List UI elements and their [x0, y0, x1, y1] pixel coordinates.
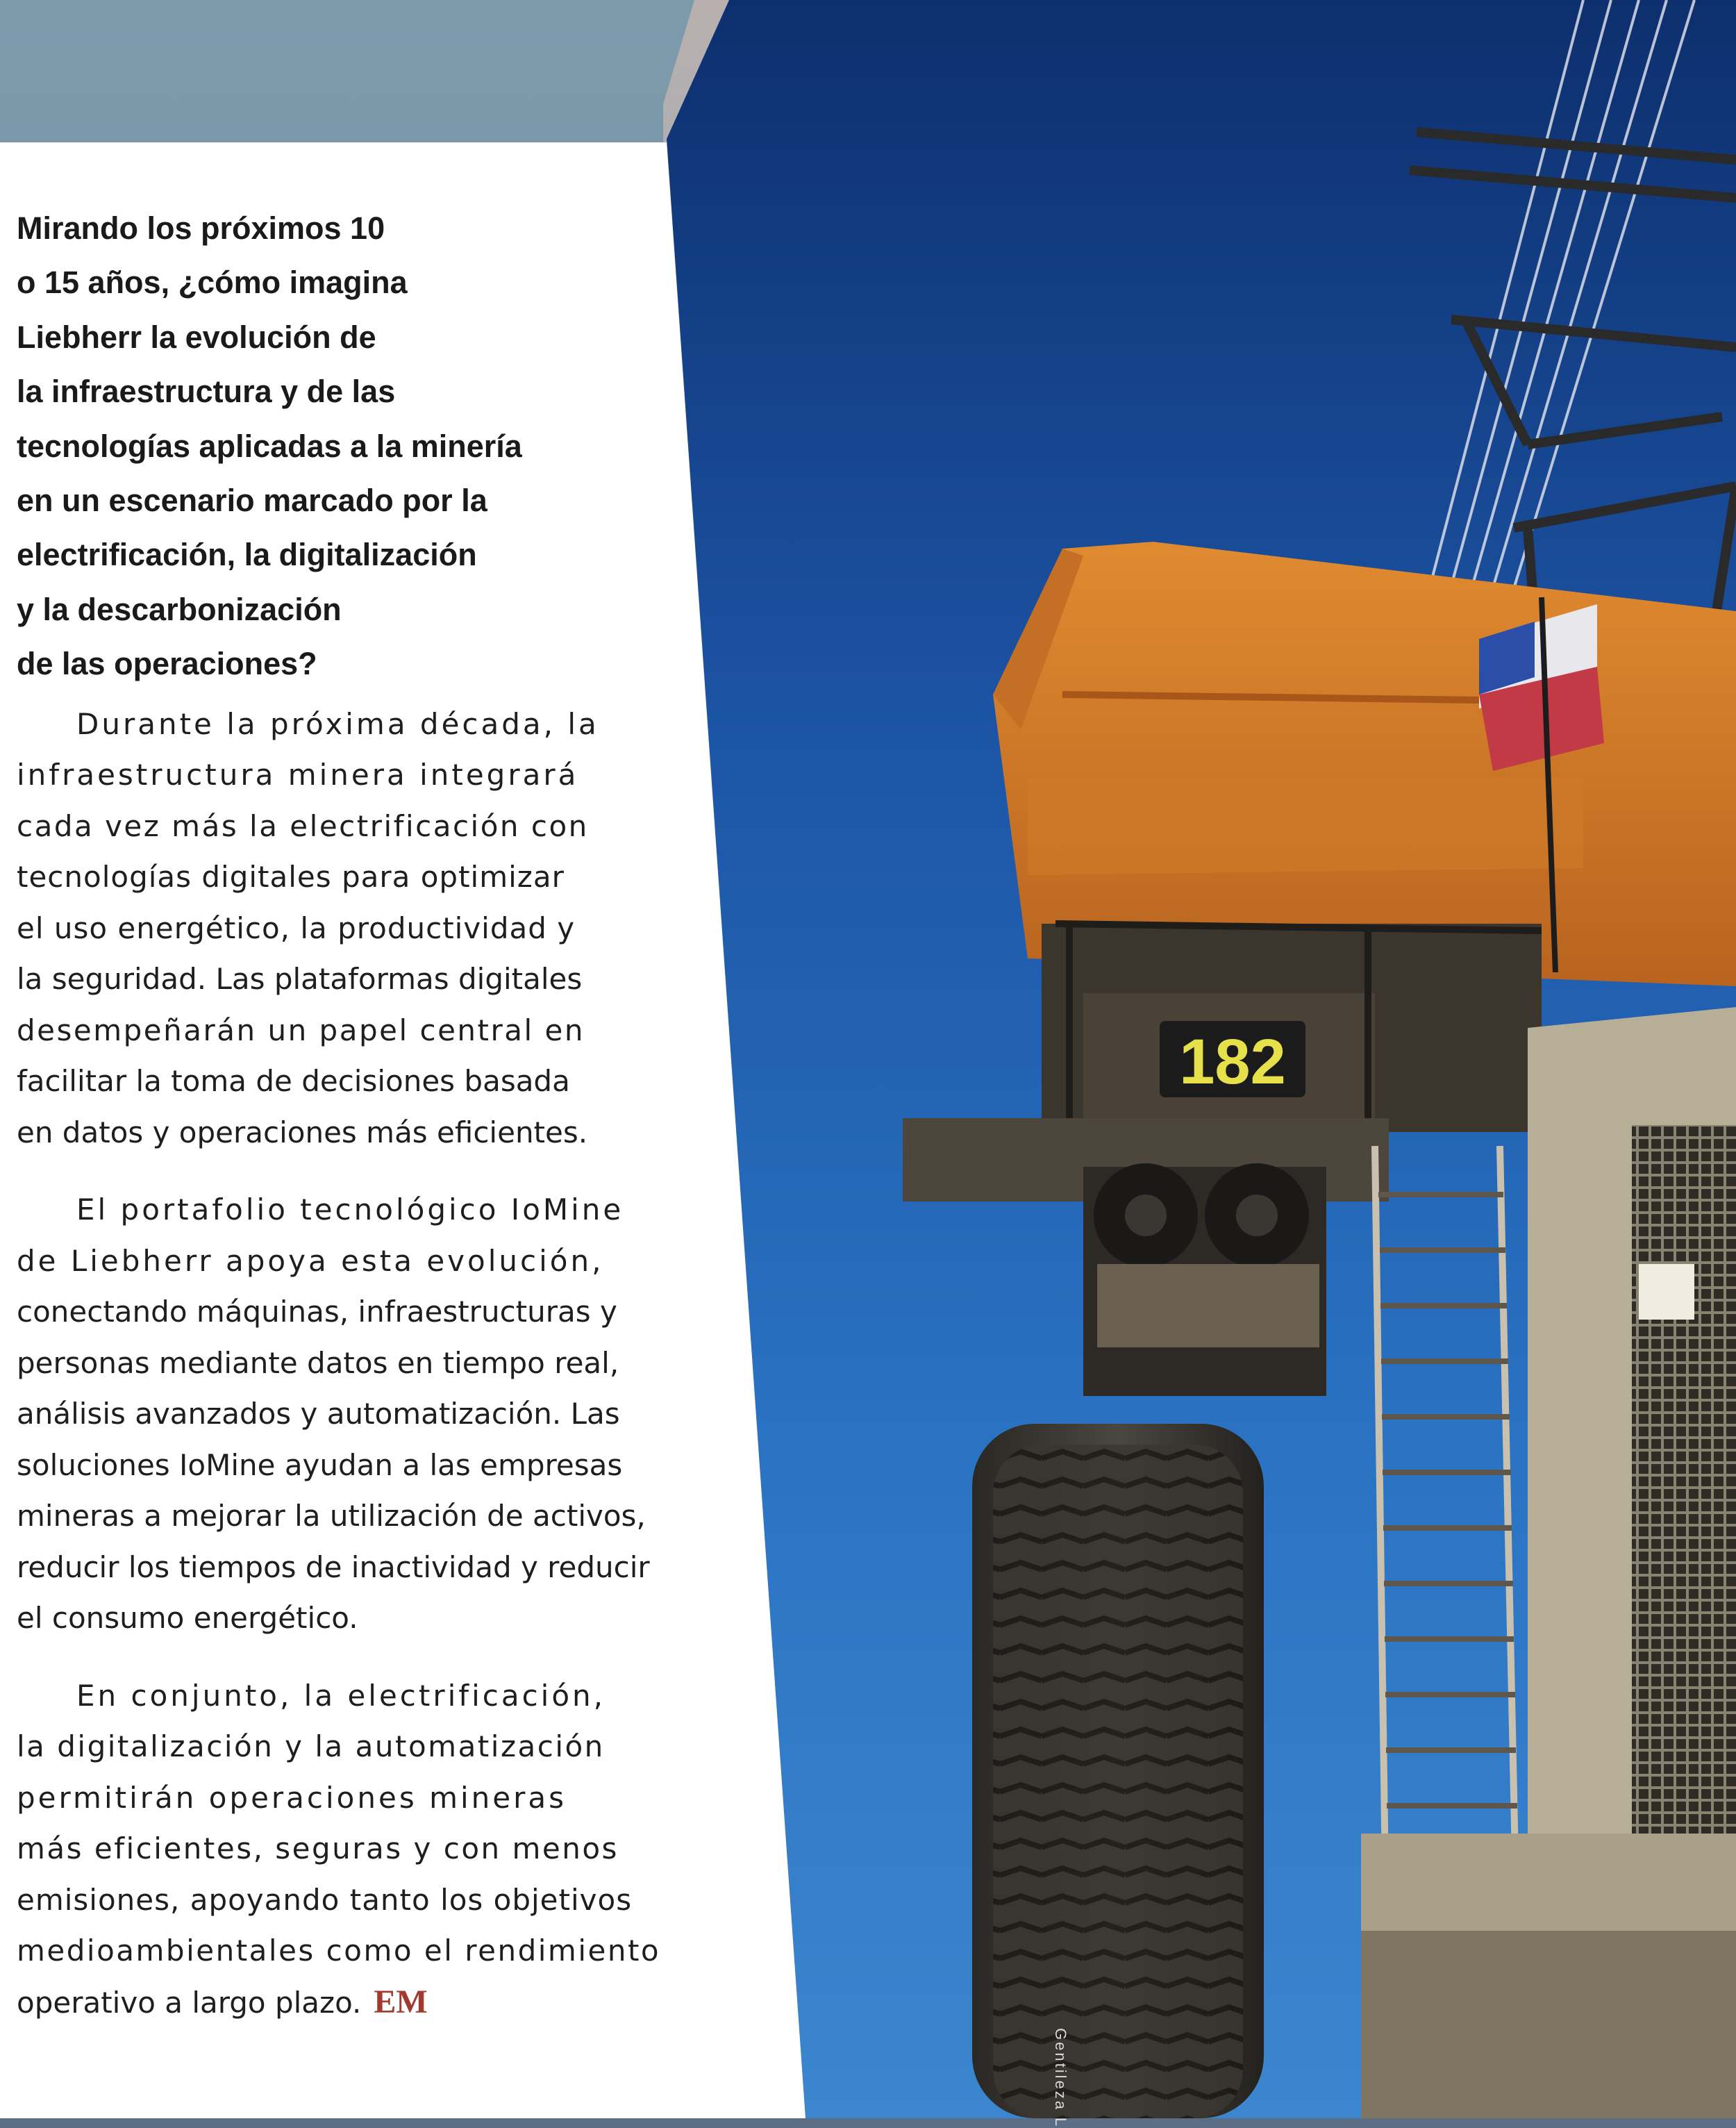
paragraph-line: medioambientales como el rendimiento [17, 1934, 661, 1968]
paragraph-line: el uso energético, la productividad y [17, 911, 576, 945]
question-line: y la descarbonización [17, 591, 342, 627]
question-line: tecnologías aplicadas a la minería [17, 428, 522, 464]
paragraph-line: análisis avanzados y automatización. Las [17, 1397, 620, 1431]
paragraph-line: más eficientes, seguras y con menos [17, 1831, 619, 1866]
paragraph-line: el consumo energético. [17, 1601, 358, 1636]
paragraph-line: desempeñarán un papel central en [17, 1013, 585, 1047]
paragraph-line: tecnologías digitales para optimizar [17, 860, 565, 895]
paragraph-line-last [17, 1977, 739, 2029]
paragraph-line: cada vez más la electrificación con [17, 808, 589, 843]
paragraph-line: de Liebherr apoya esta evolución, [17, 1243, 604, 1278]
interview-question [17, 201, 739, 692]
question-line: Mirando los próximos 10 [17, 210, 385, 246]
paragraph-line: permitirán operaciones mineras [17, 1780, 567, 1815]
answer-paragraph-3 [17, 1670, 739, 2029]
paragraph-line: emisiones, apoyando tanto los objetivos [17, 1882, 633, 1917]
answer-paragraph-2 [17, 1184, 739, 1644]
question-line: de las operaciones? [17, 646, 317, 682]
end-mark-logo: EM [374, 1983, 428, 2020]
paragraph-line: reducir los tiempos de inactividad y reducir [17, 1549, 650, 1584]
truck-number: 182 [1179, 1026, 1286, 1097]
question-line: en un escenario marcado por la [17, 483, 487, 519]
question-line: o 15 años, ¿cómo imagina [17, 265, 408, 301]
paragraph-line: facilitar la toma de decisiones basada [17, 1064, 570, 1099]
paragraph-line: conectando máquinas, infraestructuras y [17, 1295, 617, 1329]
question-line: la infraestructura y de las [17, 374, 396, 410]
paragraph-line: personas mediante datos en tiempo real, [17, 1345, 619, 1380]
paragraph-line: la seguridad. Las plataformas digitales [17, 962, 583, 997]
paragraph-line: mineras a mejorar la utilización de activos, [17, 1499, 646, 1533]
paragraph-line: en datos y operaciones más eficientes. [17, 1115, 588, 1149]
photo-credit: Gentileza L [1052, 2028, 1069, 2128]
paragraph-line-text: operativo a largo plazo. [17, 1985, 362, 2020]
paragraph-line: En conjunto, la electrificación, [76, 1678, 606, 1713]
question-line: Liebherr la evolución de [17, 319, 376, 355]
paragraph-line: El portafolio tecnológico IoMine [76, 1192, 624, 1227]
article-text-panel [17, 201, 739, 2028]
paragraph-line: la digitalización y la automatización [17, 1729, 605, 1764]
paragraph-line: soluciones IoMine ayudan a las empresas [17, 1447, 623, 1482]
question-line: electrificación, la digitalización [17, 537, 477, 573]
answer-paragraph-1 [17, 699, 739, 1158]
paragraph-line: infraestructura minera integrará [17, 758, 579, 792]
paragraph-line: Durante la próxima década, la [76, 706, 599, 741]
